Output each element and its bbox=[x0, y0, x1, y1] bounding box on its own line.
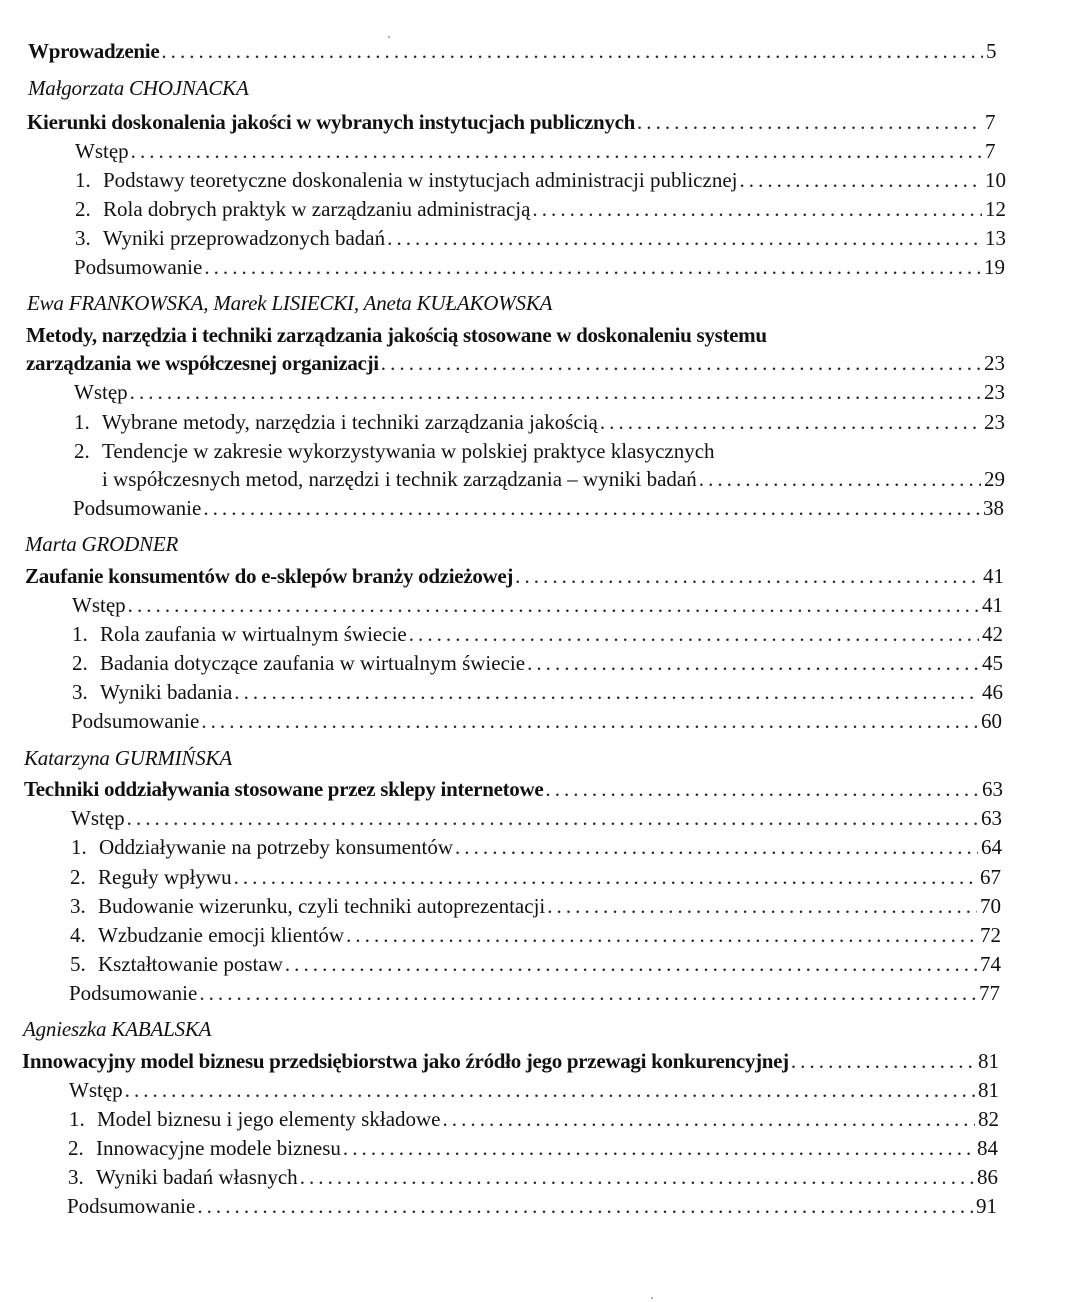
section-title: Wstęp bbox=[72, 593, 126, 617]
dot-leader bbox=[791, 1048, 975, 1074]
page-number: 91 bbox=[976, 1194, 997, 1218]
dot-leader bbox=[300, 1164, 974, 1190]
page-number: 46 bbox=[982, 680, 1003, 704]
section-title: 4. Wzbudzanie emocji klientów bbox=[70, 923, 345, 947]
toc-entry-section bbox=[70, 893, 1002, 919]
section-title: Podsumowanie bbox=[71, 709, 200, 733]
section-title: Podsumowanie bbox=[67, 1194, 196, 1218]
chapter-title: Kierunki doskonalenia jakości w wybranych instytucjach publicznych bbox=[27, 110, 635, 134]
toc-entry-section bbox=[73, 495, 1005, 521]
chapter-authors: Małgorzata CHOJNACKA bbox=[28, 76, 249, 100]
dot-leader bbox=[285, 951, 977, 977]
toc-entry-section bbox=[68, 1164, 999, 1190]
toc-entry-section bbox=[74, 379, 1006, 405]
page-number: 81 bbox=[978, 1049, 999, 1073]
page-number: 72 bbox=[980, 923, 1001, 947]
section-title: 2. Rola dobrych praktyk w zarządzaniu administracją bbox=[75, 197, 531, 221]
dot-leader bbox=[532, 196, 982, 222]
page-number: 74 bbox=[980, 952, 1001, 976]
chapter-title-line2: zarządzania we współczesnej organizacji bbox=[26, 351, 379, 375]
toc-entry-chapter bbox=[25, 563, 1005, 589]
section-title: 1. Rola zaufania w wirtualnym świecie bbox=[72, 622, 407, 646]
scan-speck bbox=[388, 36, 390, 38]
chapter-title: Innowacyjny model biznesu przedsiębiorstwa jako źródło jego przewagi konkurencyjnej bbox=[22, 1049, 789, 1073]
dot-leader bbox=[204, 254, 981, 280]
page-number: 29 bbox=[984, 467, 1005, 491]
dot-leader bbox=[637, 109, 982, 135]
dot-leader bbox=[381, 350, 981, 376]
chapter-authors: Katarzyna GURMIŃSKA bbox=[24, 746, 232, 770]
section-title: 2. Reguły wpływu bbox=[70, 865, 232, 889]
section-title-line1: 2. Tendencje w zakresie wykorzystywania w polskiej praktyce klasycznych bbox=[74, 439, 715, 463]
toc-entry-section bbox=[69, 980, 1001, 1006]
page-number: 7 bbox=[985, 110, 996, 134]
dot-leader bbox=[201, 708, 978, 734]
toc-entry-section bbox=[70, 864, 1002, 890]
dot-leader bbox=[234, 864, 977, 890]
dot-leader bbox=[125, 1077, 975, 1103]
section-title: 3. Wyniki przeprowadzonych badań bbox=[75, 226, 386, 250]
dot-leader bbox=[128, 592, 979, 618]
section-title: 5. Kształtowanie postaw bbox=[70, 952, 283, 976]
section-title: Wstęp bbox=[74, 380, 128, 404]
page-number: 10 bbox=[985, 168, 1006, 192]
page-number: 41 bbox=[982, 593, 1003, 617]
dot-leader bbox=[131, 138, 982, 164]
toc-entry-section bbox=[71, 805, 1003, 831]
toc-entry-section bbox=[67, 1193, 998, 1219]
toc-entry-chapter bbox=[22, 1048, 1000, 1074]
entry-title: Wprowadzenie bbox=[28, 39, 160, 63]
toc-entry-section bbox=[75, 167, 1007, 193]
dot-leader bbox=[545, 776, 979, 802]
dot-leader bbox=[699, 466, 981, 492]
dot-leader bbox=[739, 167, 982, 193]
dot-leader bbox=[547, 893, 977, 919]
section-title: 1. Podstawy teoretyczne doskonalenia w instytucjach administracji publicznej bbox=[75, 168, 738, 192]
page-number: 67 bbox=[980, 865, 1001, 889]
dot-leader bbox=[443, 1106, 976, 1132]
section-title: Podsumowanie bbox=[74, 255, 203, 279]
section-title: 3. Wyniki badania bbox=[72, 680, 233, 704]
dot-leader bbox=[515, 563, 980, 589]
toc-entry-section bbox=[71, 834, 1003, 860]
page-number: 23 bbox=[984, 351, 1005, 375]
page-number: 70 bbox=[980, 894, 1001, 918]
page-number: 7 bbox=[985, 139, 996, 163]
section-title: 1. Oddziaływanie na potrzeby konsumentów bbox=[71, 835, 453, 859]
page-number: 13 bbox=[985, 226, 1006, 250]
page-number: 81 bbox=[978, 1078, 999, 1102]
section-title: Podsumowanie bbox=[69, 981, 198, 1005]
section-title: 2. Badania dotyczące zaufania w wirtualnym świecie bbox=[72, 651, 526, 675]
page-number: 77 bbox=[979, 981, 1000, 1005]
scan-speck bbox=[651, 1297, 653, 1299]
page-number: 23 bbox=[984, 410, 1005, 434]
toc-entry-section bbox=[72, 621, 1004, 647]
dot-leader bbox=[387, 225, 982, 251]
page-number: 63 bbox=[982, 777, 1003, 801]
toc-entry-section bbox=[102, 466, 1006, 492]
dot-leader bbox=[127, 805, 978, 831]
chapter-authors: Marta GRODNER bbox=[25, 532, 179, 556]
toc-entry-section bbox=[70, 922, 1002, 948]
toc-entry-section bbox=[72, 650, 1004, 676]
toc-entry-section bbox=[75, 225, 1007, 251]
toc-entry-chapter bbox=[24, 776, 1004, 802]
dot-leader bbox=[130, 379, 981, 405]
toc-entry-chapter bbox=[26, 350, 1006, 376]
toc-entry-section bbox=[72, 592, 1004, 618]
dot-leader bbox=[203, 495, 980, 521]
dot-leader bbox=[455, 834, 978, 860]
page-number: 42 bbox=[982, 622, 1003, 646]
section-title: 2. Innowacyjne modele biznesu bbox=[68, 1136, 341, 1160]
page-number: 5 bbox=[986, 39, 997, 63]
toc-entry-section bbox=[75, 196, 1007, 222]
toc-entry-chapter bbox=[27, 109, 1007, 135]
chapter-title: Zaufanie konsumentów do e-sklepów branży odzieżowej bbox=[25, 564, 514, 588]
chapter-authors: Agnieszka KABALSKA bbox=[23, 1017, 212, 1041]
page-number: 38 bbox=[983, 496, 1004, 520]
dot-leader bbox=[197, 1193, 973, 1219]
section-title: Wstęp bbox=[69, 1078, 123, 1102]
toc-entry-section bbox=[75, 138, 1007, 164]
section-title: Wstęp bbox=[75, 139, 129, 163]
toc-entry-section bbox=[74, 254, 1006, 280]
section-title: 1. Wybrane metody, narzędzia i techniki zarządzania jakością bbox=[74, 410, 598, 434]
page-number: 60 bbox=[981, 709, 1002, 733]
page-number: 84 bbox=[977, 1136, 998, 1160]
toc-entry-section bbox=[71, 708, 1003, 734]
page-number: 86 bbox=[977, 1165, 998, 1189]
dot-leader bbox=[161, 38, 983, 64]
dot-leader bbox=[199, 980, 976, 1006]
page-number: 82 bbox=[978, 1107, 999, 1131]
chapter-authors: Ewa FRANKOWSKA, Marek LISIECKI, Aneta KUŁAKOWSKA bbox=[27, 291, 553, 315]
toc-entry-section bbox=[68, 1135, 999, 1161]
section-title: Podsumowanie bbox=[73, 496, 202, 520]
dot-leader bbox=[527, 650, 979, 676]
dot-leader bbox=[409, 621, 979, 647]
toc-entry-intro bbox=[28, 38, 1008, 64]
chapter-title-line1: Metody, narzędzia i techniki zarządzania jakością stosowane w doskonaleniu systemu bbox=[26, 323, 767, 347]
chapter-title: Techniki oddziaływania stosowane przez sklepy internetowe bbox=[24, 777, 544, 801]
section-title-line2: i współczesnych metod, narzędzi i technik zarządzania – wyniki badań bbox=[102, 467, 697, 491]
section-title: Wstęp bbox=[71, 806, 125, 830]
toc-entry-section bbox=[69, 1077, 1000, 1103]
page-number: 45 bbox=[982, 651, 1003, 675]
dot-leader bbox=[343, 1135, 974, 1161]
section-title: 3. Budowanie wizerunku, czyli techniki autoprezentacji bbox=[70, 894, 546, 918]
toc-entry-section bbox=[70, 951, 1002, 977]
page-number: 64 bbox=[981, 835, 1002, 859]
toc-entry-section bbox=[74, 409, 1006, 435]
page-number: 12 bbox=[985, 197, 1006, 221]
dot-leader bbox=[600, 409, 981, 435]
toc-entry-section bbox=[72, 679, 1004, 705]
toc-entry-section bbox=[69, 1106, 1000, 1132]
section-title: 1. Model biznesu i jego elementy składowe bbox=[69, 1107, 441, 1131]
section-title: 3. Wyniki badań własnych bbox=[68, 1165, 298, 1189]
page-number: 19 bbox=[984, 255, 1005, 279]
page-number: 23 bbox=[984, 380, 1005, 404]
dot-leader bbox=[234, 679, 979, 705]
page-number: 63 bbox=[981, 806, 1002, 830]
page-number: 41 bbox=[983, 564, 1004, 588]
dot-leader bbox=[346, 922, 977, 948]
